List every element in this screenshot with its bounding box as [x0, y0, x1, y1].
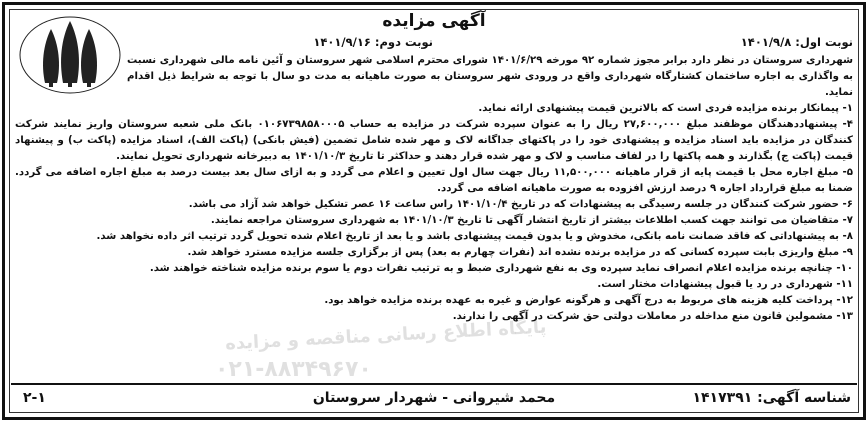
- condition-item: ۹- مبلغ واریزی بابت سپرده کسانی که در مزایده برنده نشده اند (نفرات چهارم به بعد) پس از برگزاری جلسه مزایده مسترد خواهد شد.: [187, 247, 853, 258]
- condition-item: ۷- متقاضیان می توانند جهت کسب اطلاعات بیشتر از تاریخ انتشار آگهی تا تاریخ ۱۴۰۱/۱۰/۳ به شهرداری سروستان مراجعه نمایند.: [210, 215, 853, 226]
- watermark-text: پایگاه اطلاع رسانی مناقصه و مزایده: [224, 316, 547, 355]
- notice-title: آگهی مزایده: [382, 11, 486, 31]
- watermark-phone: ۰۲۱-۸۸۳۴۹۶۷۰: [215, 357, 372, 382]
- notice-footer: [11, 383, 857, 411]
- page-number: ۲-۱: [23, 390, 46, 406]
- ad-identifier: شناسه آگهی: ۱۴۱۷۳۹۱: [692, 390, 851, 406]
- notice-frame: [2, 2, 866, 420]
- condition-item: ۱۰- چنانچه برنده مزایده اعلام انصراف نماید سپرده وی به نفع شهرداری ضبط و به ترتیب نفرات دوم یا سوم برنده مزایده شناخته خواهند شد.: [149, 263, 853, 274]
- intro-paragraph: شهرداری سروستان در نظر دارد برابر مجوز شماره ۹۲ مورخه ۱۴۰۱/۶/۲۹ شورای محترم اسلامی شهر سروستان و آئین نامه مالی شهرداری نسبت به واگذاری به اجاره ساختمان کشتارگاه شهرداری واقع در ورودی شهر سروستان به صورت ماهیانه به مدت دو سال با توجه به شرایط ذیل اقدام نماید.: [127, 55, 853, 98]
- condition-item: ۱۱- شهرداری در رد یا قبول پیشنهادات مختار است.: [597, 279, 853, 290]
- dates-row: [125, 35, 853, 51]
- signer-name: محمد شیروانی - شهردار سروستان: [312, 390, 556, 406]
- condition-item: ۶- حضور شرکت کنندگان در جلسه رسیدگی به پیشنهادات که در تاریخ ۱۴۰۱/۱۰/۴ راس ساعت ۱۶ عصر تشکیل خواهد شد آزاد می باشد.: [188, 199, 853, 210]
- second-date: نوبت دوم: ۱۴۰۱/۹/۱۶: [313, 35, 433, 49]
- first-date: نوبت اول: ۱۴۰۱/۹/۸: [740, 35, 853, 49]
- condition-item: ۵- مبلغ اجاره محل با قیمت پایه از قرار ماهیانه ۱۱,۵۰۰,۰۰۰ ریال جهت سال اول تعیین و اعلام می گردد و به ازای سال بعد بیست درصد به مبلغ اجاره اضافه می گردد. ضمنا به مبلغ قرارداد اجاره ۹ درصد ارزش افزوده به صورت ماهیانه اضافه می گردد.: [15, 167, 853, 194]
- notice-body: [15, 53, 853, 325]
- condition-item: ۴- پیشنهاددهندگان موظفند مبلغ ۲۷,۶۰۰,۰۰۰ ریال را به عنوان سپرده شرکت در مزایده به حساب ۰۱۰۶۷۳۹۸۵۸۰۰۰۵ بانک ملی شعبه سروستان واریز نمایند شرکت کنندگان در مزایده باید اسناد مزایده و پیشنهادی خود را در پاکتهای جداگانه لاک و مهر شده شامل تضمین (فیش بانکی) (پاکت الف)، اسناد مزایده (پاکت ب) و پیشنهاد قیمت (پاکت ج) بگذارند و همه پاکتها را در لفاف مناسب و لاک و مهر شده قرار دهند و حداکثر تا تاریخ ۱۴۰۱/۱۰/۳ به دبیرخانه شهرداری تحویل نمایند.: [15, 119, 853, 162]
- condition-item: ۱- پیمانکار برنده مزایده فردی است که بالاترین قیمت پیشنهادی ارائه نماید.: [478, 103, 853, 114]
- condition-item: ۸- به پیشنهاداتی که فاقد ضمانت نامه بانکی، مخدوش و یا بدون قیمت پیشنهادی باشد و یا بعد از تاریخ اعلام شده تحویل گردد ترتیب اثر داده نخواهد شد.: [96, 231, 853, 242]
- condition-item: ۱۲- پرداخت کلیه هزینه های مربوط به درج آگهی و هرگونه عوارض و غیره به عهده برنده مزایده خواهد بود.: [324, 295, 853, 306]
- condition-item: ۱۳- مشمولین قانون منع مداخله در معاملات دولتی حق شرکت در آگهی را ندارند.: [452, 311, 853, 322]
